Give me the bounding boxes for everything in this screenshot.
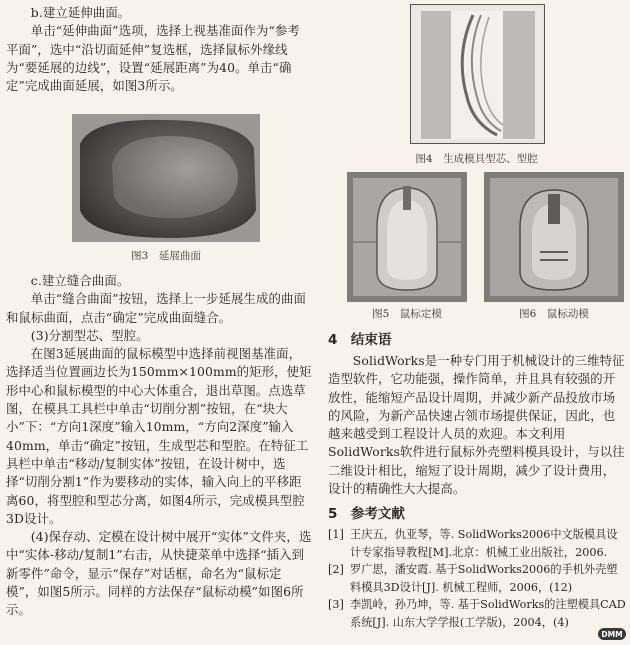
figure-3-caption: 图3 延展曲面 [131, 250, 201, 262]
section-4-title: 4 结束语 [328, 332, 392, 348]
reference-item: [3] 李凯岭，孙乃坤，等. 基于SolidWorks的注塑模具CAD系统[J]. 山东大学学报(工学版)，2004，(4) [328, 598, 626, 629]
step-b-paragraph: 单击“延伸曲面”选项，选择上视基准面作为“参考平面”，选中“沿切面延伸”复选框，选择鼠标外缘线为“要延展的边线”，设置“延展距离”为40。单击“确定”完成曲面延展，如图3所示。 [6, 23, 300, 94]
figure-3-image [72, 114, 260, 242]
reference-item: [2] 罗广思，潘安霞. 基于SolidWorks2006的手机外壳塑料模具3D设计[J]. 机械工程师，2006，(12) [328, 563, 618, 594]
figure-6-caption: 图6 鼠标动模 [519, 308, 589, 320]
left-column [6, 0, 312, 95]
reference-list [328, 526, 626, 631]
section-5-title: 5 参考文献 [328, 506, 405, 523]
step-b-heading: b.建立延伸曲面。 [30, 5, 131, 20]
section-4-paragraph: SolidWorks是一种专门用于机械设计的三维特征造型软件，它功能强，操作简单，并且具有较强的开放性，能缩短产品设计周期，并减少新产品投放市场的风险，为新产品快速占领市场提供保证，因此，也越来越受到工程设计人员的欢迎。本文利用SolidWorks软件进行鼠标外壳塑料模具设计，与以往二维设计相比，缩短了设计周期，减少了设计费用，设计的精确性大大提高。 [328, 353, 625, 497]
figure-4-image [410, 4, 545, 144]
figure-6-image [484, 172, 624, 302]
right-column-text [328, 330, 626, 631]
step-3-heading: (3)分割型芯、型腔。 [30, 327, 149, 343]
left-column-lower [6, 272, 312, 620]
journal-logo: DMM [598, 628, 626, 640]
figure-5-image [347, 172, 467, 302]
reference-item: [1] 王庆五，仇亚琴，等. SolidWorks2006中文版模具设计专家指导教程[M].北京：机械工业出版社，2006. [328, 528, 618, 559]
step-c-paragraph: 单击“缝合曲面”按钮，选择上一步延展生成的曲面和鼠标曲面，点击“确定”完成曲面缝合。 [6, 291, 306, 325]
step-c-heading: c.建立缝合曲面。 [30, 273, 130, 288]
figure-4-caption: 图4 生成模具型芯、型腔 [415, 153, 538, 165]
step-3-paragraph: 在图3延展曲面的鼠标模型中选择前视图基准面，选择适当位置画边长为150mm×100mm的矩形，使矩形中心和鼠标模型的中心大体重合，退出草图。点选草图，在模具工具栏中单击“切削分割”按钮，在“块大小”下：“方向1深度”输入10mm，“方向2深度”输入40mm，单击“确定”按钮，生成型芯和型腔。在特征工具栏中单击“移动/复制实体”按钮，在设计树中，选择“切削分割1”作为要移动的实体，输入向上的平移距离60，将型腔和型芯分离，如图4所示，完成模具型腔3D设计。 [6, 346, 312, 526]
step-4-paragraph: (4)保存动、定模在设计树中展开“实体”文件夹，选中“实体-移动/复制1”右击，从快捷菜单中选择“插入到新零件”命令，显示“保存”对话框，命名为“鼠标定模”，如图5所示。同样的方法保存“鼠标动模”如图6所示。 [6, 529, 312, 618]
figure-5-caption: 图5 鼠标定模 [372, 308, 442, 320]
